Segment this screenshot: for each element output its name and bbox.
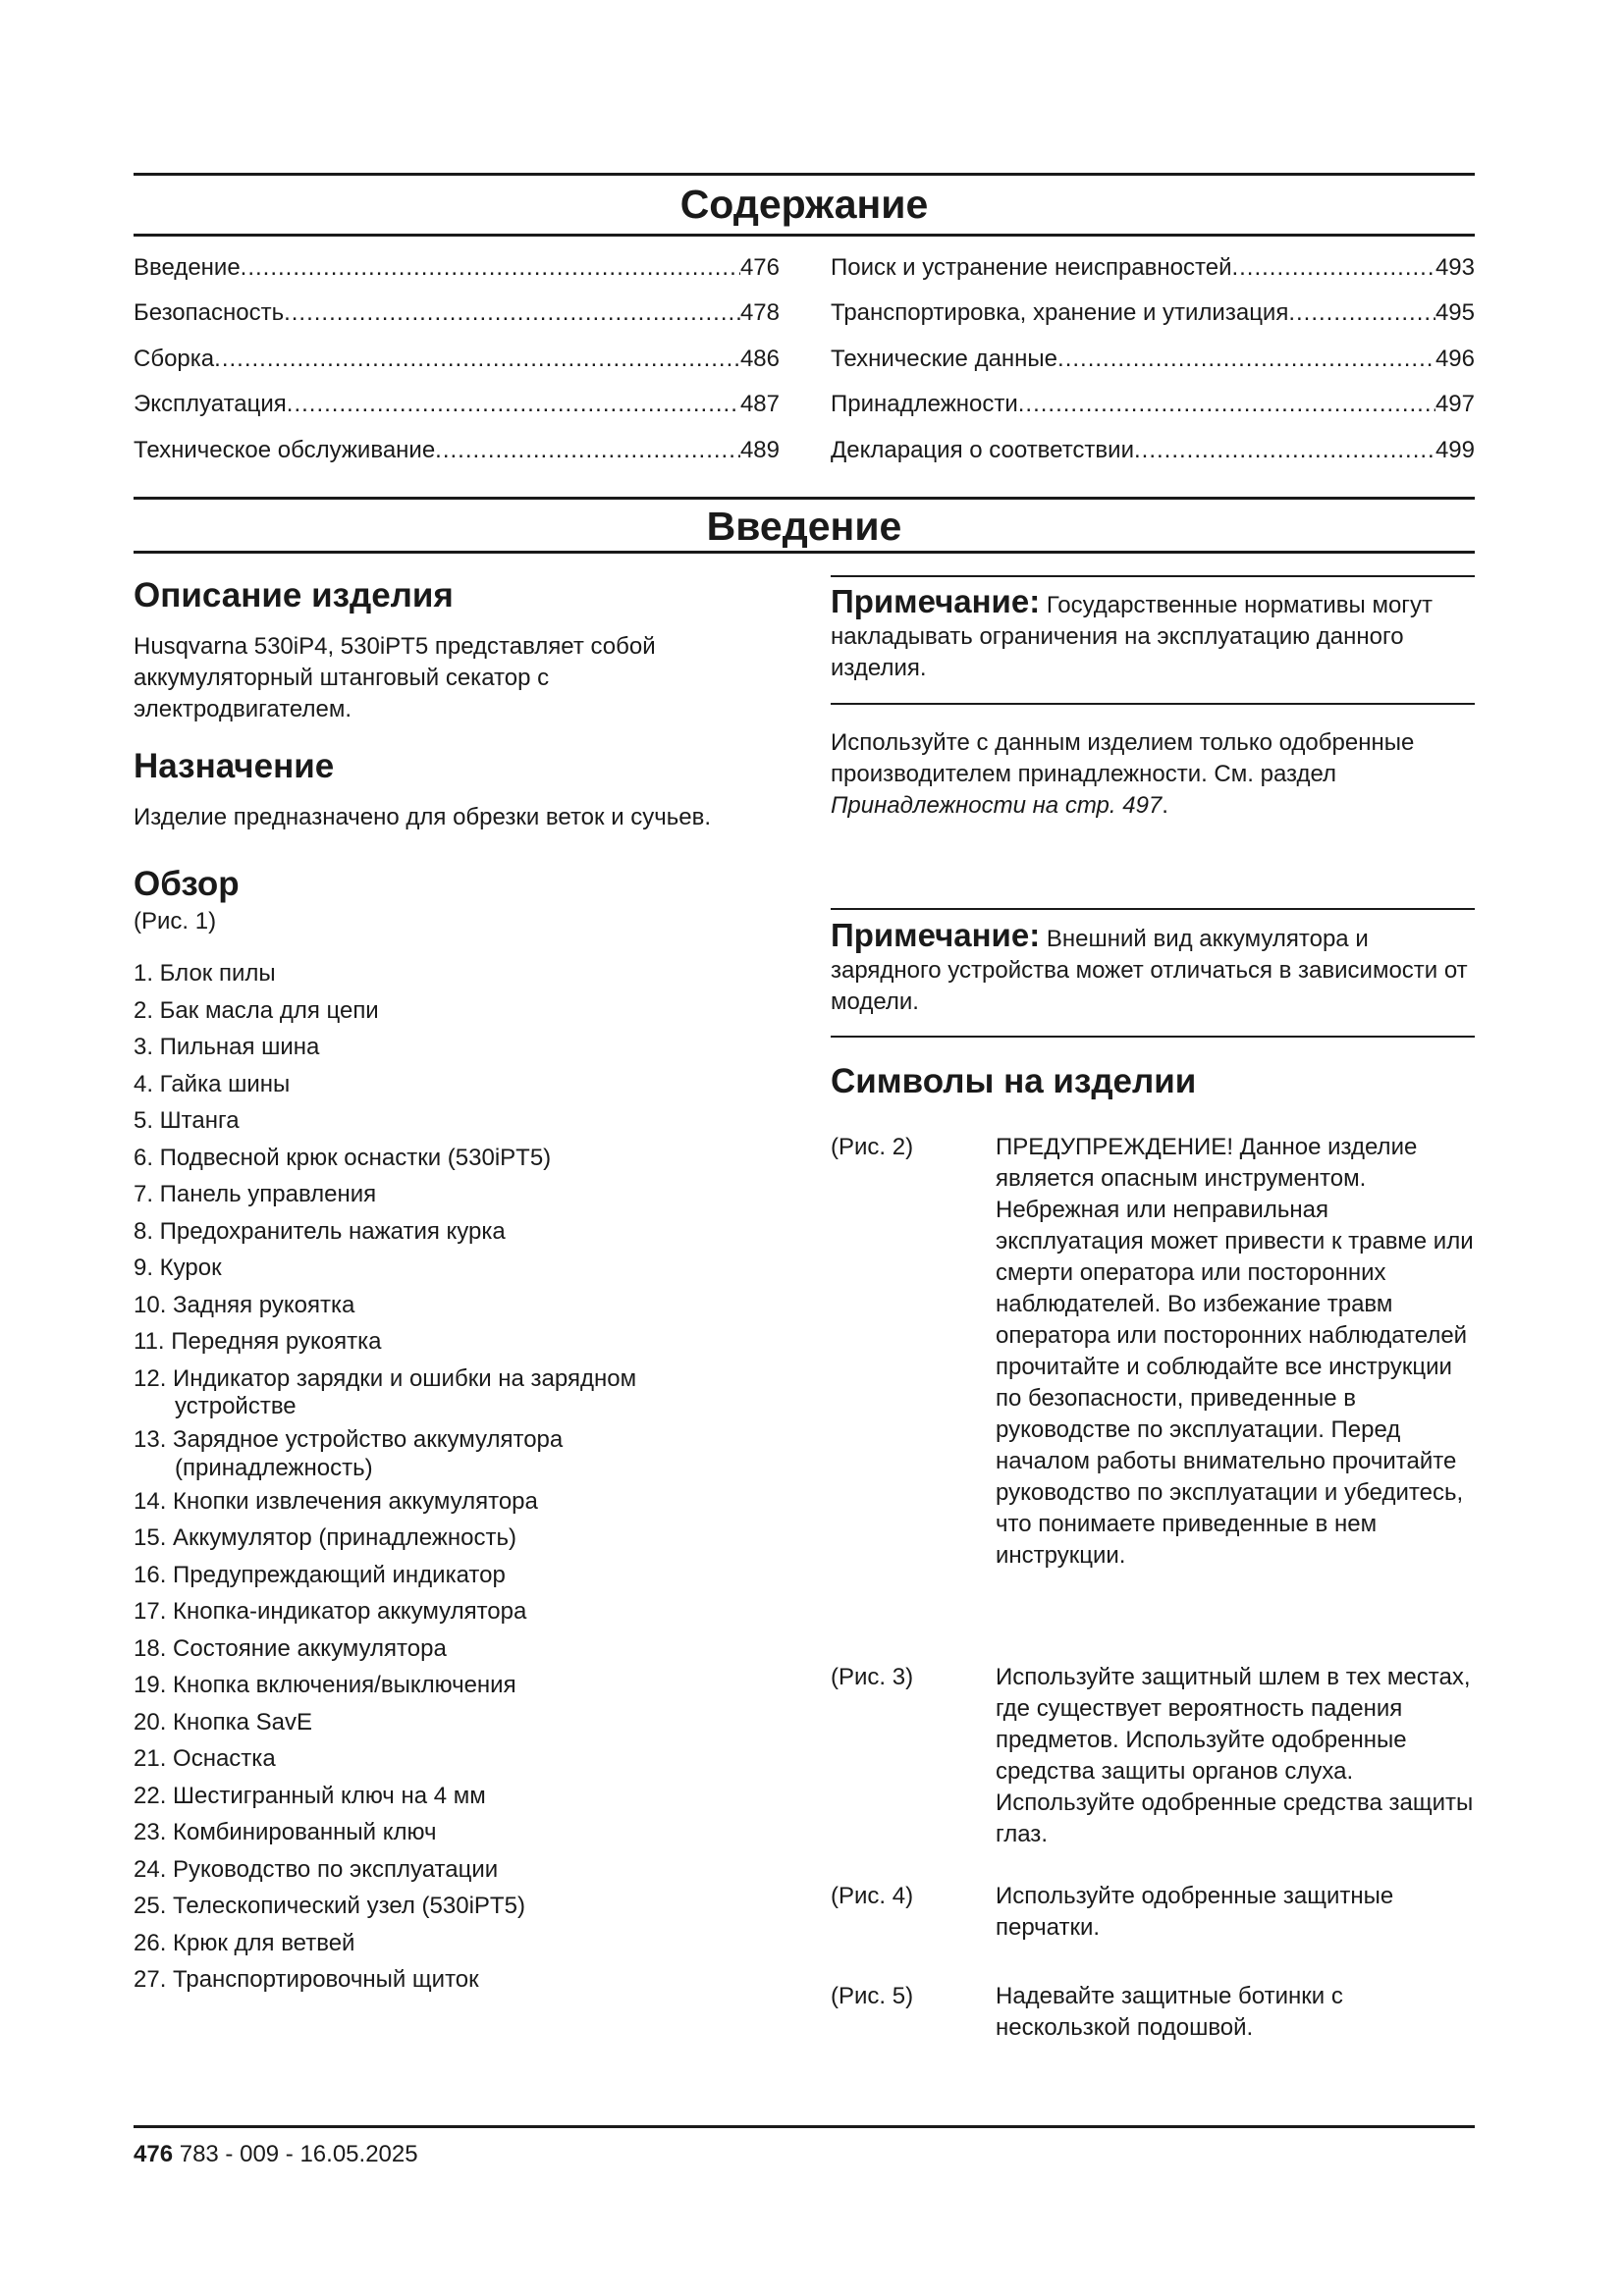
note1-title: Примечание:	[831, 583, 1041, 619]
note2-title: Примечание:	[831, 917, 1041, 953]
note1-text-line1: Государственные нормативы	[1046, 592, 1366, 618]
toc-entry-page: 486	[739, 346, 780, 372]
list-item: 14. Кнопки извлечения аккумулятора	[134, 1487, 538, 1515]
list-item: 26. Крюк для ветвей	[134, 1929, 355, 1956]
list-item: 8. Предохранитель нажатия курка	[134, 1217, 506, 1245]
toc-leader	[1134, 436, 1435, 465]
list-item: 21. Оснастка	[134, 1745, 276, 1772]
toc-entry[interactable]	[831, 298, 1475, 328]
toc-top-rule	[134, 173, 1475, 176]
toc-leader	[1057, 345, 1435, 374]
list-item: 17. Кнопка-индикатор аккумулятора	[134, 1598, 527, 1625]
list-item-text: 12. Индикатор зарядки и ошибки на зарядном	[134, 1364, 637, 1392]
toc-leader	[284, 298, 740, 328]
toc-entry[interactable]	[134, 345, 780, 374]
page-number: 476	[134, 2141, 174, 2167]
list-item: 1. Блок пилы	[134, 960, 276, 987]
toc-entry-label: Транспортировка, хранение и утилизация	[831, 299, 1289, 326]
list-item: 16. Предупреждающий индикатор	[134, 1561, 506, 1588]
accessories-link[interactable]: Принадлежности на стр. 497	[831, 792, 1163, 819]
note1-top-rule	[831, 575, 1475, 577]
toc-leader	[241, 253, 740, 283]
toc-entry[interactable]	[831, 345, 1475, 374]
toc-bottom-rule	[134, 234, 1475, 237]
product-description-heading: Описание изделия	[134, 576, 454, 614]
toc-entry[interactable]	[831, 390, 1475, 419]
toc-entry-page: 487	[739, 391, 780, 417]
page-footer	[134, 2139, 418, 2170]
overview-figure-ref: (Рис. 1)	[134, 908, 217, 934]
toc-entry-page: 499	[1435, 437, 1475, 463]
symbol-figure-ref: (Рис. 4)	[831, 1883, 914, 1909]
note2-text-line1: Внешний вид аккумулятора	[1046, 926, 1349, 952]
symbol-row	[831, 1662, 1475, 1850]
note1	[831, 583, 1475, 684]
toc-entry-label: Сборка	[134, 346, 215, 372]
toc-entry-page: 478	[739, 299, 780, 326]
footer-rule	[134, 2125, 1475, 2128]
list-item: 22. Шестигранный ключ на 4 мм	[134, 1782, 486, 1809]
accessories-text-end: .	[1162, 792, 1168, 819]
toc-leader	[214, 345, 740, 374]
product-description-text: Husqvarna 530iP4, 530iPT5 представляет собой аккумуляторный штанговый секатор с электродвигателем.	[134, 633, 656, 722]
document-info: 783 - 009 - 16.05.2025	[179, 2141, 418, 2167]
toc-entry-page: 495	[1435, 299, 1475, 326]
symbol-row	[831, 1132, 1475, 1572]
toc-entry-label: Декларация о соответствии	[831, 437, 1134, 463]
list-item-continuation: (принадлежность)	[175, 1454, 373, 1481]
list-item: 2. Бак масла для цепи	[134, 996, 379, 1024]
purpose-heading: Назначение	[134, 747, 335, 785]
list-item: 5. Штанга	[134, 1107, 240, 1134]
list-item-continuation: устройстве	[175, 1393, 297, 1419]
accessories-text-main: Используйте с данным изделием только одобренные производителем принадлежности. См. раздел	[831, 729, 1415, 787]
list-item: 18. Состояние аккумулятора	[134, 1634, 447, 1662]
symbol-description: Используйте защитный шлем в тех местах, где существует вероятность падения предметов. Используйте одобренные средства защиты органов слуха. Используйте одобренные средства защиты глаз.	[996, 1664, 1474, 1847]
list-item: 6. Подвесной крюк оснастки (530iPT5)	[134, 1144, 552, 1171]
toc-entry-label: Поиск и устранение неисправностей	[831, 254, 1232, 281]
symbol-row	[831, 1881, 1475, 1944]
toc-entry-label: Введение	[134, 254, 241, 281]
list-item	[134, 1361, 723, 1422]
purpose-text: Изделие предназначено для обрезки веток и сучьев.	[134, 804, 712, 830]
toc-leader	[287, 390, 740, 419]
toc-entry-page: 489	[739, 437, 780, 463]
list-item: 11. Передняя рукоятка	[134, 1328, 382, 1355]
accessories-text	[831, 727, 1475, 822]
list-item: 25. Телескопический узел (530iPT5)	[134, 1893, 525, 1919]
toc-entry-page: 497	[1435, 391, 1475, 417]
list-item	[134, 1421, 723, 1483]
note1-text-rest: могут накладывать ограничения на эксплуатацию данного изделия.	[831, 592, 1434, 681]
list-item: 23. Комбинированный ключ	[134, 1819, 437, 1845]
note2	[831, 917, 1475, 1018]
toc-leader	[1018, 390, 1435, 419]
overview-list	[134, 955, 723, 1999]
toc-leader	[1288, 298, 1435, 328]
toc-leader	[435, 436, 740, 465]
symbol-description: Используйте одобренные защитные перчатки.	[996, 1883, 1394, 1941]
intro-top-rule	[134, 497, 1475, 500]
toc-entry-label: Техническое обслуживание	[134, 437, 436, 463]
note2-text-rest: и зарядного устройства может отличаться в зависимости от модели.	[831, 926, 1468, 1015]
symbol-description: Надевайте защитные ботинки с нескользкой подошвой.	[996, 1983, 1343, 2041]
toc-entry-page: 476	[739, 254, 780, 281]
list-item: 19. Кнопка включения/выключения	[134, 1672, 516, 1698]
symbol-description: ПРЕДУПРЕЖДЕНИЕ! Данное изделие является опасным инструментом. Небрежная или неправильная эксплуатация может привести к травме или смерти оператора или посторонних наблюдателей. Во избежание травм оператора или посторонних наблюдателей прочитайте и соблюдайте все инструкции по безопасности, приведенные в руководстве по эксплуатации. Перед началом работы внимательно прочитайте руководство по эксплуатации и убедитесь, что понимаете приведенные в нем инструкции.	[996, 1134, 1474, 1569]
list-item: 20. Кнопка SavE	[134, 1708, 313, 1735]
symbol-figure-ref: (Рис. 3)	[831, 1664, 914, 1690]
toc-entry-page: 493	[1435, 254, 1475, 281]
toc-entry-label: Эксплуатация	[134, 391, 287, 417]
symbol-figure-ref: (Рис. 2)	[831, 1134, 914, 1160]
overview-heading: Обзор	[134, 865, 240, 903]
note2-top-rule	[831, 908, 1475, 910]
list-item: 4. Гайка шины	[134, 1070, 291, 1097]
symbol-row	[831, 1981, 1475, 2044]
toc-entry[interactable]	[134, 253, 780, 283]
intro-title: Введение	[706, 504, 902, 549]
note2-bottom-rule	[831, 1036, 1475, 1038]
list-item-text: 13. Зарядное устройство аккумулятора	[134, 1426, 564, 1453]
toc-entry-label: Принадлежности	[831, 391, 1018, 417]
list-item: 15. Аккумулятор (принадлежность)	[134, 1524, 516, 1551]
symbols-heading: Символы на изделии	[831, 1062, 1197, 1100]
toc-entry-page: 496	[1435, 346, 1475, 372]
toc-entry[interactable]	[831, 253, 1475, 283]
toc-title: Содержание	[679, 182, 929, 227]
toc-entry[interactable]	[831, 436, 1475, 465]
list-item: 27. Транспортировочный щиток	[134, 1966, 479, 1993]
list-item: 10. Задняя рукоятка	[134, 1291, 355, 1318]
toc-entry[interactable]	[134, 390, 780, 419]
list-item: 9. Курок	[134, 1255, 222, 1281]
list-item: 24. Руководство по эксплуатации	[134, 1855, 499, 1883]
toc-entry-label: Безопасность	[134, 299, 285, 326]
intro-bottom-rule	[134, 551, 1475, 554]
list-item: 3. Пильная шина	[134, 1034, 320, 1060]
list-item: 7. Панель управления	[134, 1181, 377, 1207]
toc-entry[interactable]	[134, 298, 780, 328]
toc-leader	[1231, 253, 1435, 283]
note1-bottom-rule	[831, 703, 1475, 705]
toc-entry-label: Технические данные	[831, 346, 1058, 372]
toc-entry[interactable]	[134, 436, 780, 465]
symbol-figure-ref: (Рис. 5)	[831, 1983, 914, 2009]
